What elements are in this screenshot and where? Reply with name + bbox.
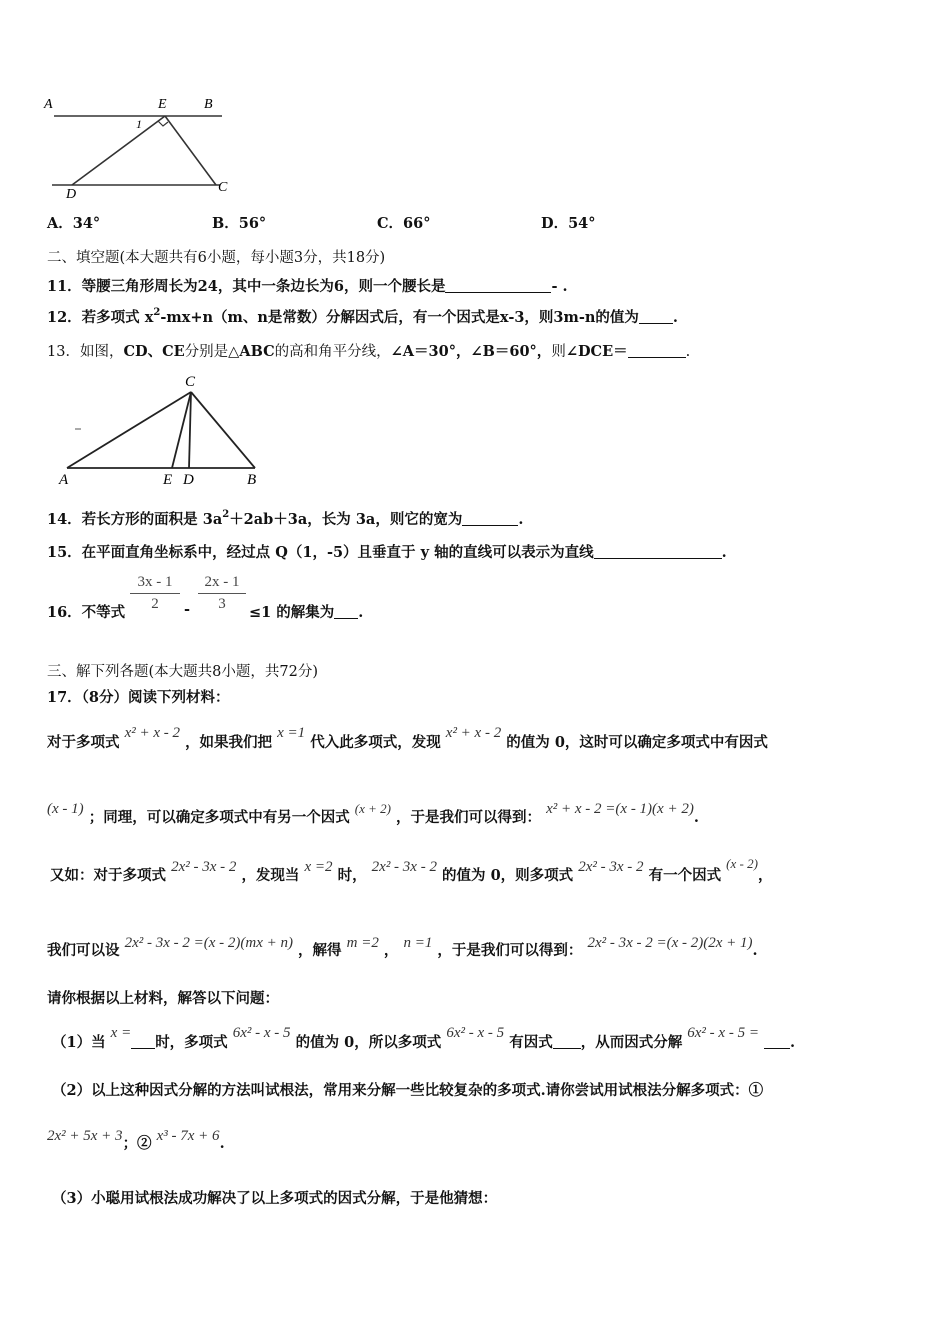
label-b: B: [247, 472, 257, 488]
text: 的值为 0，所以多项式: [295, 1034, 442, 1051]
q10-figure: [40, 92, 240, 202]
fraction-numerator: 2x - 1: [198, 574, 246, 594]
label-c: C: [218, 180, 228, 195]
q17-line2: [47, 801, 699, 827]
q17-line5: 请你根据以上材料，解答以下问题：: [47, 990, 279, 1007]
q16-minus: -: [184, 601, 191, 618]
q15-tail: .: [721, 544, 727, 561]
q11-tail: - .: [551, 278, 568, 295]
answer-blank: [334, 604, 358, 619]
text: 的值为 0，则多项式: [442, 867, 574, 884]
math-expression: x² + x - 2: [124, 725, 180, 741]
q12-tail: .: [672, 309, 678, 326]
answer-blank: [594, 544, 722, 559]
question-16: [249, 601, 363, 622]
label-b: B: [204, 97, 213, 112]
math-expression: 2x² - 3x - 2: [578, 859, 644, 875]
label-d: D: [66, 187, 77, 202]
math-expression: x =2: [304, 859, 333, 875]
math-expression: x² + x - 2 =(x - 1)(x + 2): [546, 801, 694, 817]
q13-segments: CD、CE: [123, 343, 185, 360]
text: ，: [757, 867, 773, 884]
q13-mid2: 的高和角平分线，: [274, 344, 391, 360]
question-14: [47, 508, 523, 529]
q17-part3: （3）小聪用试根法成功解决了以上多项式的因式分解，于是他猜想：: [52, 1190, 498, 1207]
math-expression: x =: [110, 1025, 132, 1041]
q14-tail: .: [518, 511, 524, 528]
label-c: C: [185, 374, 196, 390]
text: 时，多项式: [155, 1034, 228, 1051]
question-12: [47, 306, 678, 327]
math-expression: 6x² - x - 5: [446, 1025, 505, 1041]
option-d: D．54°: [541, 215, 596, 232]
q16-tail: .: [358, 604, 364, 621]
text: 我们可以设: [47, 942, 120, 959]
text: ，: [383, 942, 399, 959]
math-expression: m =2: [346, 935, 379, 951]
question-11: [47, 275, 568, 296]
text: ；同理，可以确定多项式中有另一个因式: [88, 809, 350, 826]
math-expression: x³ - 7x + 6: [156, 1128, 220, 1144]
q16-fraction-1: [130, 574, 180, 613]
text: ，解得: [298, 942, 342, 959]
section3-title: 三、解下列各题(本大题共8小题，共72分): [47, 664, 318, 680]
math-expression: (x + 2): [354, 801, 391, 816]
q15-text: 15．在平面直角坐标系中，经过点 Q（1，-5）且垂直于 y 轴的直线可以表示为直线: [47, 544, 594, 561]
q17-line3: [50, 856, 773, 885]
text: ，于是我们可以得到：: [437, 942, 583, 959]
answer-blank: [639, 309, 673, 324]
text: 有一个因式: [648, 867, 722, 884]
option-c: C．66°: [377, 215, 431, 232]
text: ，从而因式分解: [580, 1034, 683, 1051]
q14-sup: 2: [222, 509, 230, 520]
math-expression: 2x² - 3x - 2: [171, 859, 237, 875]
text: ；②: [122, 1135, 152, 1152]
q17-head: 17．（8分）阅读下列材料：: [47, 689, 230, 706]
text: .: [752, 942, 758, 959]
q17-part2-expressions: [47, 1128, 225, 1153]
q16-pre: 16．不等式: [47, 604, 126, 621]
option-b: B．56°: [212, 215, 267, 232]
q13-triangle: △ABC: [228, 343, 275, 360]
label-e: E: [163, 472, 173, 488]
text: 又如：对于多项式: [50, 867, 166, 884]
text: .: [219, 1135, 225, 1152]
q11-text: 11．等腰三角形周长为24，其中一条边长为6，则一个腰长是: [47, 278, 446, 295]
fraction-numerator: 3x - 1: [130, 574, 180, 594]
text: （1）当: [52, 1034, 106, 1051]
text: .: [693, 809, 699, 826]
math-expression: (x - 2): [726, 856, 758, 871]
q12-post: -mx+n（m、n是常数）分解因式后，有一个因式是x-3，则3m-n的值为: [160, 309, 639, 326]
line-ce: [172, 392, 191, 468]
q17-line1: [47, 725, 768, 752]
answer-blank: [628, 343, 686, 358]
q17-part1: [52, 1025, 796, 1052]
q13-target-angle: ∠DCE＝: [565, 343, 628, 360]
q14-post: ＋2ab＋3a，长为 3a，则它的宽为: [229, 511, 463, 528]
text: 对于多项式: [47, 734, 120, 751]
text: ，发现当: [241, 867, 300, 884]
math-expression: 2x² - 3x - 2 =(x - 2)(mx + n): [124, 935, 293, 951]
q16-post: ≤1 的解集为: [249, 604, 335, 621]
math-expression: (x - 1): [47, 801, 84, 817]
q17-part2: （2）以上这种因式分解的方法叫试根法，常用来分解一些比较复杂的多项式.请你尝试用试根法分解多项式：①: [52, 1082, 764, 1099]
text: ，于是我们可以得到：: [396, 809, 542, 826]
q12-pre: 12．若多项式 x: [47, 309, 154, 326]
answer-blank: [764, 1034, 790, 1049]
text: 代入此多项式，发现: [310, 734, 441, 751]
option-a: A．34°: [47, 215, 101, 232]
math-expression: 2x² - 3x - 2 =(x - 2)(2x + 1): [587, 935, 753, 951]
q13-tail: .: [685, 344, 691, 360]
q13-angles: ∠A＝30°，∠B＝60°，: [390, 343, 552, 360]
line-ac: [67, 392, 191, 468]
q14-pre: 14．若长方形的面积是 3a: [47, 511, 223, 528]
q13-pre: 13．如图，: [47, 344, 124, 360]
answer-blank: [553, 1034, 581, 1049]
answer-blank: [445, 278, 551, 293]
text: ，如果我们把: [185, 734, 273, 751]
label-e: E: [158, 97, 167, 112]
fraction-denominator: 2: [151, 596, 159, 612]
math-expression: 2x² - 3x - 2: [371, 859, 437, 875]
answer-blank: [462, 511, 518, 526]
math-expression: x² + x - 2: [445, 725, 502, 741]
text: .: [790, 1034, 796, 1051]
math-expression: x =1: [277, 725, 306, 741]
math-expression: 6x² - x - 5: [232, 1025, 291, 1041]
label-a: A: [59, 472, 69, 488]
q13-figure: [55, 372, 270, 492]
q17-line4: [47, 935, 758, 960]
text: 有因式: [509, 1034, 553, 1051]
q12-sup: 2: [153, 307, 161, 318]
answer-blank: [131, 1034, 155, 1049]
question-15: [47, 541, 727, 562]
section2-title: 二、填空题(本大题共有6小题，每小题3分，共18分): [47, 250, 386, 266]
label-d: D: [183, 472, 194, 488]
text: 时，: [337, 867, 367, 884]
question-13: [47, 340, 690, 361]
math-expression: n =1: [403, 935, 433, 951]
fraction-denominator: 3: [218, 596, 226, 612]
q16-fraction-2: [198, 574, 246, 613]
math-expression: 2x² + 5x + 3: [47, 1128, 123, 1144]
label-a: A: [44, 97, 53, 112]
q13-mid3: 则: [551, 344, 566, 360]
label-angle1: 1: [136, 117, 142, 131]
q13-mid1: 分别是: [184, 344, 229, 360]
text: 的值为 0，这时可以确定多项式中有因式: [506, 734, 768, 751]
line-cd: [189, 392, 191, 468]
line-cb: [191, 392, 255, 468]
math-expression: 6x² - x - 5 =: [687, 1025, 759, 1041]
